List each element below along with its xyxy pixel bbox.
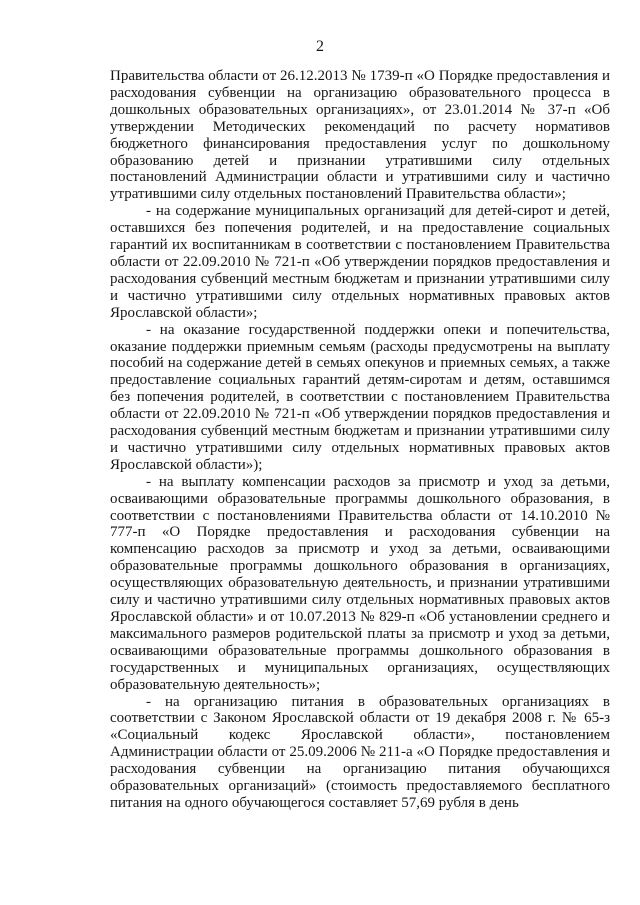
paragraph-orphans-maintenance: - на содержание муниципальных организаций для детей-сирот и детей, оставшихся без попечения родителей, и на предоставление социальных гарантий их воспитанникам в соответствии с постановлением Правительства области от 22.09.2010 № 721-п «Об утверждении порядков предоставления и расходования субвенций местным бюджетам и признании утратившими силу и частично утратившими силу отдельных нормативных правовых актов Ярославской области»; (110, 203, 610, 321)
page-number: 2 (316, 38, 324, 55)
paragraph-continuation: Правительства области от 26.12.2013 № 1739-п «О Порядке предоставления и расходования субвенции на организацию образовательного процесса в дошкольных образовательных организациях», от 23.01.2014 № 37-п «Об утверждении Методических рекомендаций по расчету нормативов бюджетного финансирования предоставления услуг по дошкольному образованию детей и признании утратившими силу отдельных постановлений Администрации области и утратившими силу и частично утратившими силу отдельных постановлений Правительства области»; (110, 68, 610, 203)
paragraph-school-meals: - на организацию питания в образовательных организациях в соответствии с Законом Ярославской области от 19 декабря 2008 г. № 65-з «Социальный кодекс Ярославской области», постановлением Администрации области от 25.09.2006 № 211-а «О Порядке предоставления и расходования субвенции на организацию питания обучающихся образовательных организаций» (стоимость предоставляемого бесплатного питания на одного обучающегося составляет 57,69 рубля в день (110, 693, 610, 811)
paragraph-childcare-compensation: - на выплату компенсации расходов за присмотр и уход за детьми, осваивающими образовательные программы дошкольного образования, в соответствии с постановлениями Правительства области от 14.10.2010 № 777-п «О Порядке предоставления и расходования субвенции на компенсацию расходов за присмотр и уход за детьми, осваивающими образовательные программы дошкольного образования в организациях, осуществляющих образовательную деятельность, и признании утратившими силу и частично утратившими силу отдельных нормативных правовых актов Ярославской области» и от 10.07.2013 № 829-п «Об установлении среднего и максимального размеров родительской платы за присмотр и уход за детьми, осваивающими образовательные программы дошкольного образования в государственных и муниципальных организациях, осуществляющих образовательную деятельность»; (110, 473, 610, 693)
document-body (110, 68, 610, 812)
scan-artifact (16, 445, 19, 457)
paragraph-guardianship-support: - на оказание государственной поддержки опеки и попечительства, оказание поддержки приемным семьям (расходы предусмотрены на выплату пособий на содержание детей в семьях опекунов и приемных семьях, а также предоставление социальных гарантий детям-сиротам и детям, оставшимся без попечения родителей, в соответствии с постановлением Правительства области от 22.09.2010 № 721-п «Об утверждении порядков предоставления и расходования субвенций местным бюджетам и признании утратившими силу и частично утратившими силу отдельных нормативных правовых актов Ярославской области»); (110, 321, 610, 473)
